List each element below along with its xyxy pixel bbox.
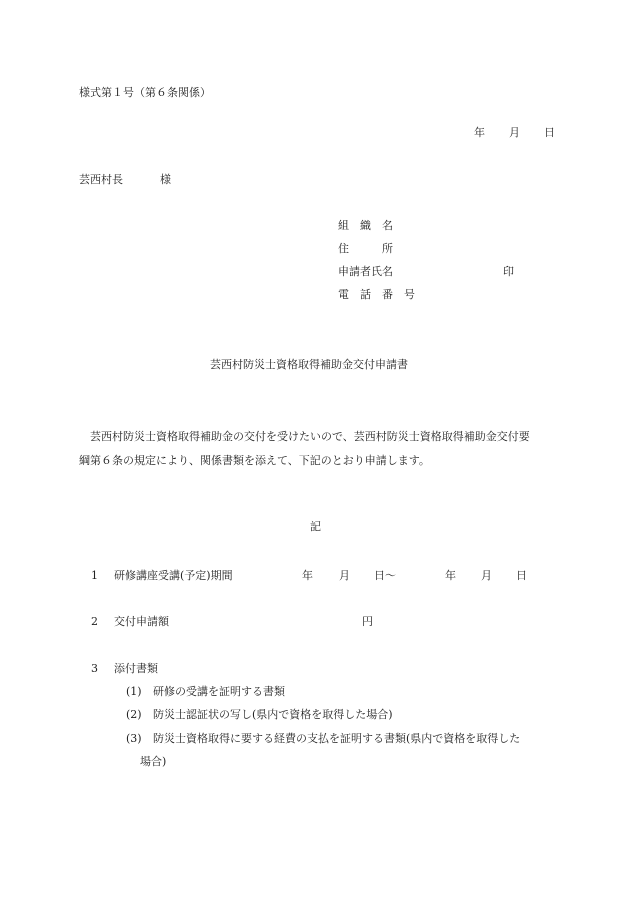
organization-label: 組 織 名 <box>338 219 393 232</box>
attachment-2-number: (2) <box>126 708 142 721</box>
phone-label: 電 話 番 号 <box>338 288 415 301</box>
date-year: 年 <box>474 126 485 139</box>
item-1-start-month: 月 <box>339 569 350 582</box>
item-1-label: 研修講座受講(予定)期間 <box>114 569 233 582</box>
document-title: 芸西村防災士資格取得補助金交付申請書 <box>210 358 408 371</box>
attachment-1-number: (1) <box>126 685 142 698</box>
body-line-2: 綱第６条の規定により、関係書類を添えて、下記のとおり申請します。 <box>79 454 430 467</box>
address-label: 住 所 <box>338 242 393 255</box>
item-1-end-month: 月 <box>481 569 492 582</box>
item-1-start-day: 日～ <box>374 569 396 582</box>
item-1-start-year: 年 <box>302 569 313 582</box>
applicant-name-label: 申請者氏名 <box>338 265 393 278</box>
item-2-unit: 円 <box>362 615 373 628</box>
attachment-3-text: 防災士資格取得に要する経費の支払を証明する書類(県内で資格を取得した <box>153 732 521 745</box>
attachment-2-text: 防災士認証状の写し(県内で資格を取得した場合) <box>153 708 393 721</box>
item-3-number: 3 <box>91 662 98 675</box>
item-2-number: 2 <box>91 615 98 628</box>
attachment-3-number: (3) <box>126 732 142 745</box>
ki-heading: 記 <box>310 520 321 533</box>
item-1-end-day: 日 <box>516 569 527 582</box>
date-day: 日 <box>544 126 555 139</box>
addressee-name: 芸西村長 <box>79 173 123 186</box>
form-number: 様式第１号（第６条関係） <box>79 86 211 99</box>
attachment-3-continuation: 場合) <box>140 755 167 768</box>
item-1-end-year: 年 <box>445 569 456 582</box>
body-line-1: 芸西村防災士資格取得補助金の交付を受けたいので、芸西村防災士資格取得補助金交付要 <box>90 430 530 443</box>
item-3-label: 添付書類 <box>114 662 158 675</box>
date-month: 月 <box>509 126 520 139</box>
addressee-honorific: 様 <box>160 173 171 186</box>
item-2-label: 交付申請額 <box>114 615 169 628</box>
item-1-number: 1 <box>91 569 98 582</box>
attachment-1-text: 研修の受講を証明する書類 <box>153 685 285 698</box>
seal-mark: 印 <box>503 265 514 278</box>
